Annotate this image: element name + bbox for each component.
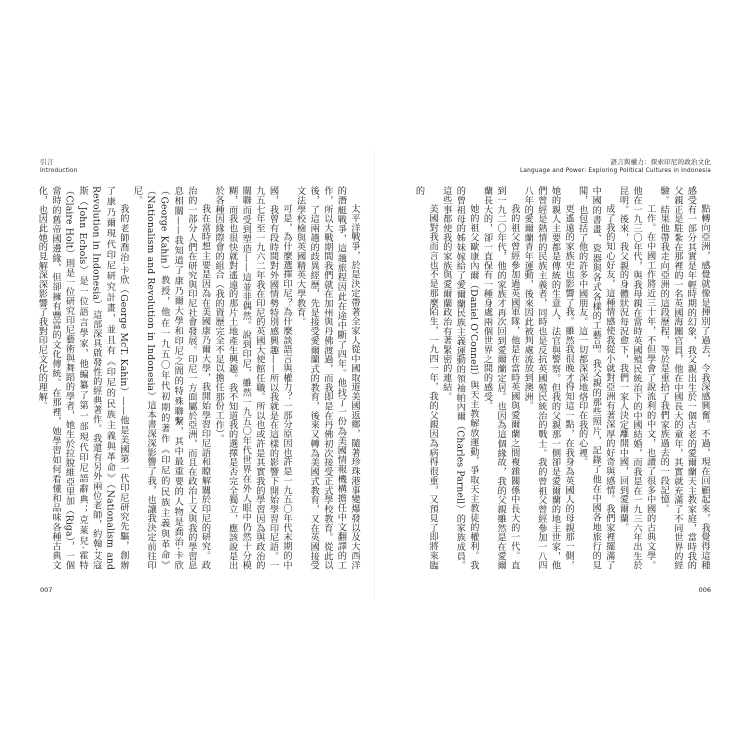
- running-head-left-chinese: 引言: [40, 158, 54, 166]
- right-page: [378, 158, 723, 594]
- running-head-right: [520, 158, 711, 176]
- right-paragraph: 美國對我而言也不是那麼陌生，一九四一年，我的父親因為病得很重，又預見了即將來臨的: [413, 186, 439, 570]
- left-paragraph: 我的老師喬治·卡欣（George McT. Kahin）——他是美國第一代印尼研究先驅，創辦了康乃爾現代印尼研究計畫，並且有《印尼的民族主義與革命》（Nationalism and Revolution in Indonesia）這部深具啟發性的經典著作。我還有另外兩位老師，約翰·艾寇斯（John Echols）是一位語言學家，他編纂了第一部現代印尼語辭典；克萊兒·霍特（Claire Holt）則是一位研究印尼藝術與舞蹈的學者，她生於拉脫維亞里加（Riga），一個當時的舊帝國邊緣，但卻擁有豐富的文化傳統。在那裡，她學習如何看懂和品味各種古典文化，也因此她的見解深深影響了我對印尼文化的理解。: [36, 186, 129, 570]
- right-paragraph: 成了我的知心好友，這種情感使我從小就對亞洲有著深厚的好奇與感情。我們家裡擺滿了中國的書畫、瓷器與各式各樣的工藝品。我父親的那些照片，記錄了他在中國各地旅行的見聞，也包括了他的許多中國朋友。這一切都深深地烙印在我的心裡。: [576, 186, 615, 570]
- right-paragraph: 更遙遠的家族史也影響了我。雖然我很晚才得知這一點，在我身為英國人的母親那一側，她的親人主要都是傳統的生意人、法官與警察。但我的父親那一側卻是愛爾蘭的地主世家，他們曾經是熱情的民族主義者，同時也是反抗英國殖民統治的戰士。我的曾祖父曾經參加一八四八年的愛爾蘭青年運動，後來因此被判處流放到澳洲。: [522, 186, 575, 570]
- right-body-text: [390, 186, 711, 570]
- left-paragraph: 可是，為什麼選擇印尼？為什麼談語言與權力？一部分原因也許是一九五〇年代末期的中國，我曾有段時間對外國情勢特別感興趣——所以我就是在這樣的影響下開始學習印尼語。一九五七年至一九六二年我在印尼的英國大使館任職。所以也或許是其實我的學習因為與政治的關聯而受到塑造——這並非偶然。說到印尼，雖然一九五〇年代世界在外人眼中仍然十分模糊，而我也很快就對遙遠的那片土地產生興趣。我不知道我的選擇是否完全獨立，應該說是出於各種因緣際會的組合（我的資歷完全不足以擔任那份工作）。: [213, 186, 293, 570]
- right-paragraph: 我的祖父曾經參加過英國軍隊，他是在當時英國與愛爾蘭之間複雜關係中長大的一代。直到一九二〇年代，他的家族才再次回到愛爾蘭定居。也因為這個緣故，我的父親雖然是在愛爾蘭長大的，卻一直保有一種身處兩個世界之間的感受。: [481, 186, 520, 570]
- left-page: [28, 158, 373, 594]
- page-number-right: 006: [698, 586, 711, 594]
- running-head-right-chinese: 語言與權力：探索印尼的政治文化: [610, 158, 711, 166]
- gutter-divider: [374, 150, 375, 600]
- right-paragraph: 點轉向亞洲，感覺就像是揮別了過去，令我深感興奮。不過，現在回顧起來，我覺得這種感受有一部分其實是年輕時期的幻象，我父親出生於一個古老的愛爾蘭天主教家庭，當時我的父親正是駐紮在那裡的一名英國海關官員，他在中國長大的童年，其實就充滿了不同世界的經驗。結果他帶我走向亞洲的這段歷程，等於是重拾了我們家族過去的一段記憶。: [658, 186, 710, 570]
- page-number-left: 007: [40, 586, 53, 594]
- left-paragraph: 我在當時想主要是因為在美國康乃爾大學，我開始學習印尼語和瞭解關於印尼的研究。政治的一部分人們在研究與印尼社會發展。印尼一方面屬於亞洲，而且在政治上又與我的學習息息相關——我知道了康乃爾大學和印尼之間的特殊聯繫，其中最重要的人物是喬治·卡欣（George Kahin）教授，他在一九五〇年代初期的著作《印尼的民族主義與革命》（Nationalism and Revolution in Indonesia）這本書深深影響了我，也讓我決定前往印尼。: [131, 186, 211, 570]
- running-head-left: [40, 158, 78, 176]
- running-head-left-english: Introduction: [40, 168, 78, 174]
- right-paragraph: 工作。在中國工作將近三十年，不但學會了說流利的中文，也讀了很多中國的古典文學。他在一九三〇年代，與我母親在當時英國殖民統治下的中國結婚，而我是在一九三六年出生於昆明。後來，我父親的身體狀況每況愈下，我們一家人決定離開中國，回到愛爾蘭。: [617, 186, 656, 570]
- right-paragraph: 她的祖父歐康內爾（Daniel O’Connell）與天主教解放運動，爭取天主教徒的權利。我的曾祖母的姊妹嫁給了愛爾蘭民族主義運動的領袖帕內爾（Charles Parnell）的家族成員。這些事都使我的家族與愛爾蘭政治有著緊密的連結。: [440, 186, 479, 570]
- left-body-text: [36, 186, 361, 570]
- left-paragraph: 太平洋戰爭，於是決定帶著全家人從中國取道美國返鄉，隨著珍珠港事變爆發以及大西洋的潛艇戰爭，這趟旅程因此在途中斷了四年。他找了一份為美國情報機構擔任中文翻譯的工作，所以大戰期間我們就在加州與丹佛渡過，而我即是在丹佛初次接受正式學校教育。從此以後，了這兩趟的歧異經歷，先是接受愛爾蘭式的教育，後來又轉為美國式教育，又在英國接受文法學校檢與英國精英大學教育。: [294, 186, 360, 570]
- running-head-right-english: Language and Power: Exploring Political Cultures in Indonesia: [520, 168, 711, 174]
